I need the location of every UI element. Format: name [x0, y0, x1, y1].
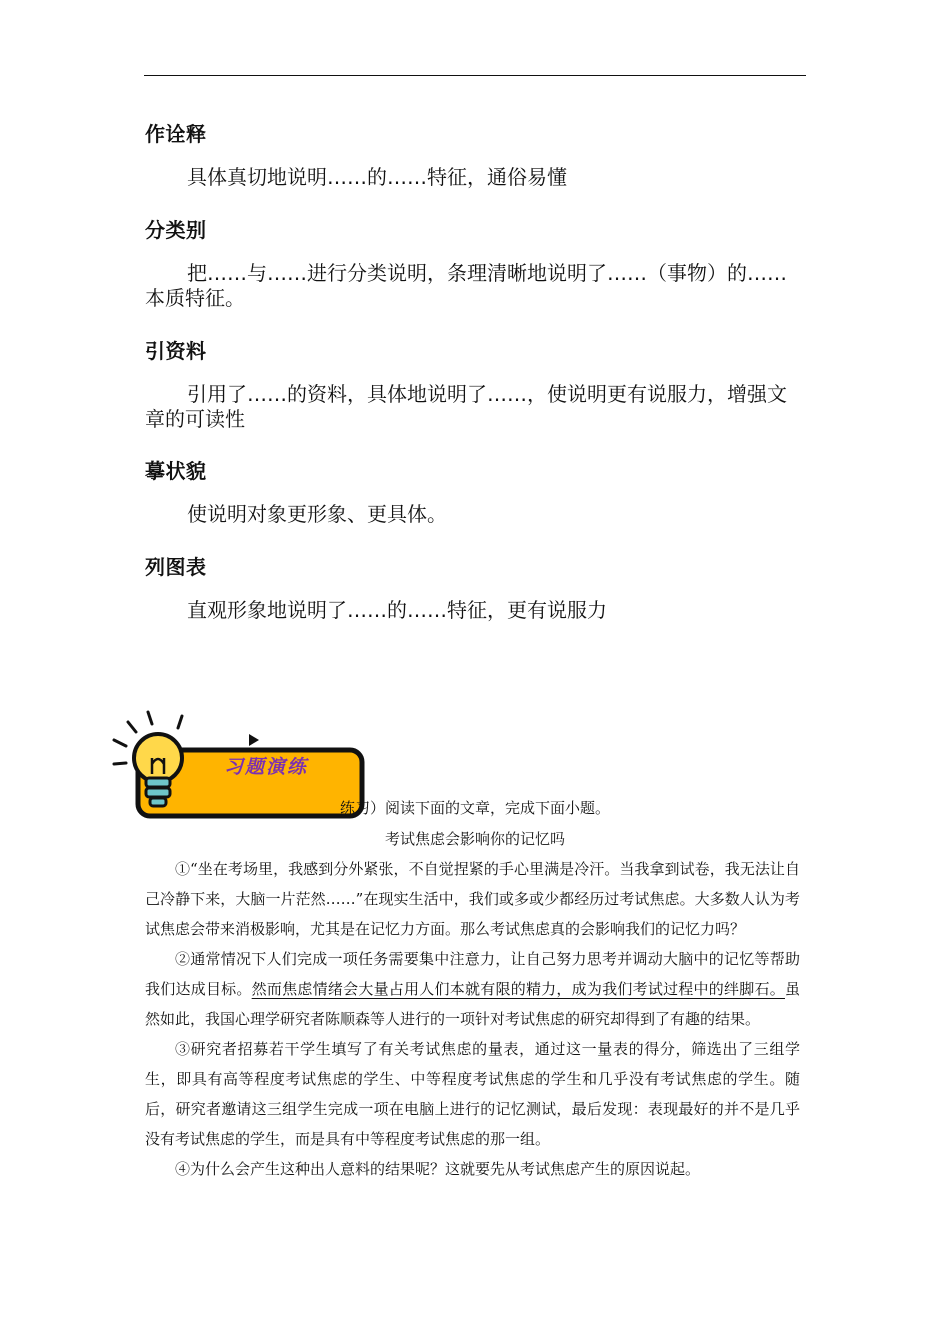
- text-chart: 直观形象地说明了……的……特征，更有说服力: [187, 598, 607, 622]
- heading-citation: 引资料: [145, 339, 207, 363]
- exercise-badge: [108, 708, 378, 828]
- article-paragraph-4: ④为什么会产生这种出人意料的结果呢？这就要先从考试焦虑产生的原因说起。: [175, 1160, 701, 1178]
- lightbulb-icon: [108, 708, 378, 828]
- heading-definition: 作诠释: [145, 122, 207, 146]
- article-paragraph-1: ①“坐在考场里，我感到分外紧张，不自觉捏紧的手心里满是冷汗。当我拿到试卷，我无法让自己冷静下来，大脑一片茫然……”在现实生活中，我们或多或少都经历过考试焦虑。大多数人认为考试焦虑会带来消极影响，尤其是在记忆力方面。那么考试焦虑真的会影响我们的记忆力吗？: [145, 860, 800, 938]
- heading-chart: 列图表: [145, 555, 207, 579]
- text-definition: 具体真切地说明……的……特征，通俗易懂: [187, 165, 567, 189]
- exercise-intro: 练习）阅读下面的文章，完成下面小题。: [340, 799, 611, 817]
- header-rule: [144, 75, 806, 76]
- article-paragraph-3: ③研究者招募若干学生填写了有关考试焦虑的量表，通过这一量表的得分，筛选出了三组学生，即具有高等程度考试焦虑的学生、中等程度考试焦虑的学生和几乎没有考试焦虑的学生。随后，研究者邀请这三组学生完成一项在电脑上进行的记忆测试，最后发现：表现最好的并不是几乎没有考试焦虑的学生，而是具有中等程度考试焦虑的那一组。: [145, 1040, 800, 1148]
- text-citation: 引用了……的资料，具体地说明了……，使说明更有说服力，增强文章的可读性: [145, 382, 787, 431]
- text-classification: 把……与……进行分类说明，条理清晰地说明了……（事物）的……本质特征。: [145, 261, 787, 310]
- article-paragraph-2-tail: 虽然如此，我国心理学研究者陈顺森等人进行的一项针对考试焦虑的研究却得到了有趣的结果。: [145, 980, 800, 1028]
- heading-description: 摹状貌: [145, 459, 207, 483]
- article-title: 考试焦虑会影响你的记忆吗: [384, 830, 565, 848]
- article-paragraph-2: [145, 944, 800, 1034]
- article-body: [145, 854, 800, 1184]
- article-paragraph-2-lead: ②通常情况下人们完成一项任务需要集中注意力，让自己努力思考并调动大脑中的记忆等帮助我们达成目标。: [145, 950, 800, 998]
- heading-classification: 分类别: [145, 218, 207, 242]
- text-description: 使说明对象更形象、更具体。: [187, 502, 447, 526]
- underlined-sentence: 然而焦虑情绪会大量占用人们本就有限的精力，成为我们考试过程中的绊脚石。: [251, 980, 785, 998]
- badge-label: 习题演练: [224, 756, 309, 778]
